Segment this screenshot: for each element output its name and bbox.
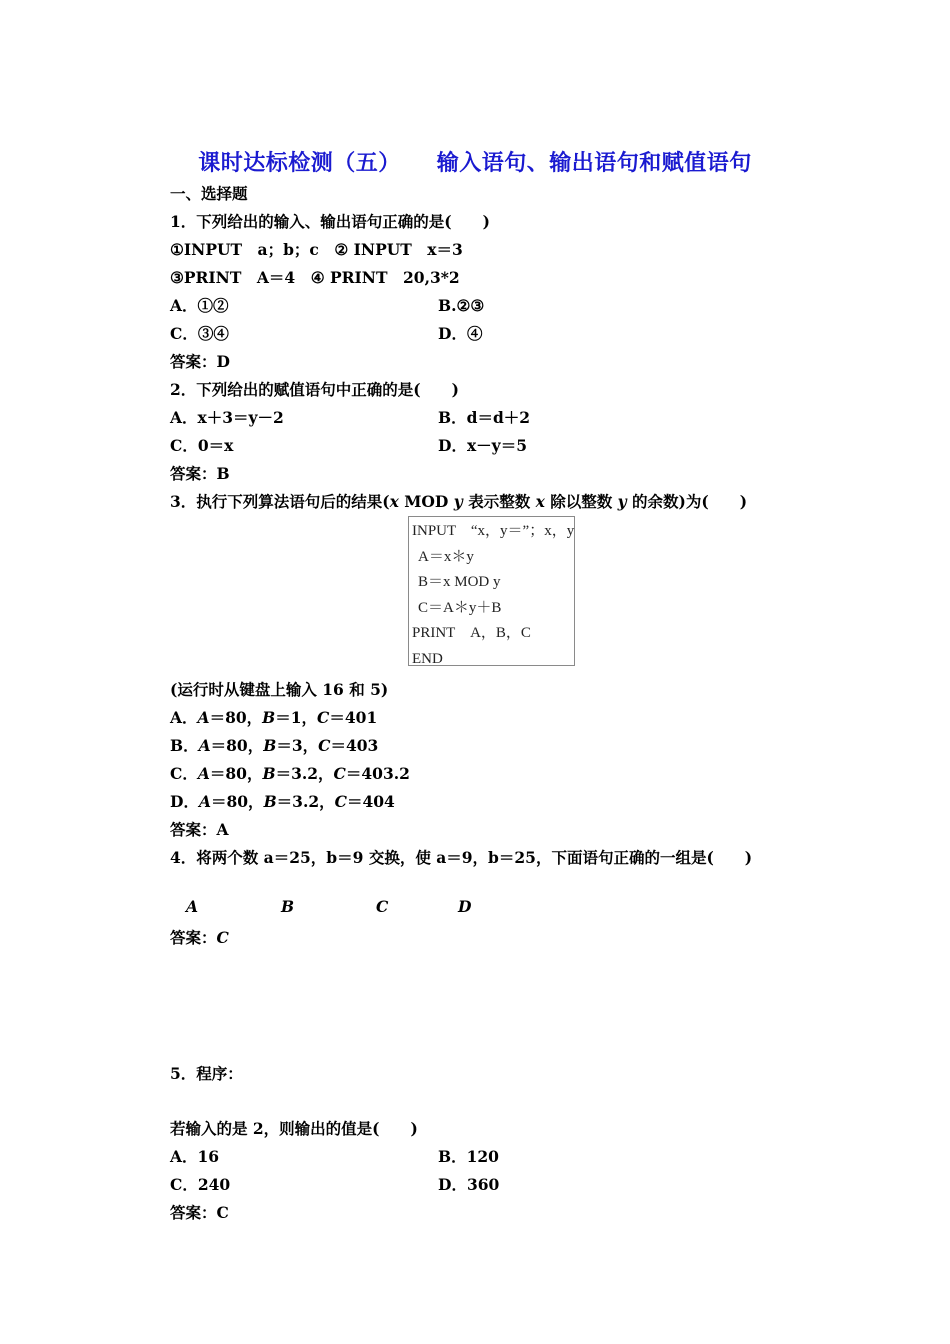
val-a: ＝80，	[209, 708, 263, 727]
code-line: PRINT A，B，C	[412, 625, 531, 642]
val-b: ＝1，	[275, 708, 318, 727]
q1-statement-2: ② INPUT x＝3	[334, 240, 463, 259]
q3-note: (运行时从键盘上输入 16 和 5)	[170, 680, 389, 699]
q1-statement-1: ①INPUT a；b；c	[170, 240, 319, 259]
q3-stem	[170, 492, 747, 512]
var-c: C	[318, 736, 331, 755]
option-label: D．	[170, 792, 199, 811]
q3-stem-pre: 3．执行下列算法语句后的结果(	[170, 492, 390, 511]
q4-choice-a: A	[186, 897, 199, 916]
q1-statements-row1	[170, 240, 463, 260]
var-b: B	[263, 736, 277, 755]
var-c: C	[334, 792, 347, 811]
code-line: A＝x＊y	[418, 548, 474, 565]
val-c: ＝403.2	[345, 764, 410, 783]
q1-option-c: C．③④	[170, 324, 229, 343]
q3-answer: 答案：A	[170, 820, 229, 839]
code-line: C＝A＊y＋B	[418, 599, 502, 616]
q2-option-d: D．x－y＝5	[438, 436, 527, 455]
q3-stem-post: 的余数)为( )	[626, 492, 748, 511]
q4-choice-b: B	[281, 897, 295, 916]
val-a: ＝80，	[210, 736, 264, 755]
option-label: C．	[170, 764, 198, 783]
q4-answer-value: C	[216, 928, 229, 947]
q5-stem: 5．程序：	[170, 1064, 243, 1083]
q5-answer: 答案：C	[170, 1203, 229, 1222]
q3-option-a	[170, 708, 377, 728]
q1-option-a: A．①②	[170, 296, 229, 315]
q2-stem: 2．下列给出的赋值语句中正确的是( )	[170, 380, 459, 399]
page-title	[0, 146, 950, 177]
title-part1: 课时达标检测（五）	[198, 151, 401, 176]
q3-mod: MOD	[398, 492, 454, 511]
var-a: A	[197, 764, 210, 783]
q3-var-x: x	[389, 492, 399, 511]
val-b: ＝3.2，	[275, 764, 334, 783]
q2-option-c: C．0＝x	[170, 436, 234, 455]
q4-answer	[170, 928, 229, 948]
q1-option-b: B.②③	[438, 296, 485, 315]
q5-option-c: C．240	[170, 1175, 231, 1194]
var-a: A	[197, 708, 210, 727]
q1-option-d: D．④	[438, 324, 483, 343]
q4-choice-d: D	[458, 897, 472, 916]
var-c: C	[333, 764, 346, 783]
val-b: ＝3.2，	[276, 792, 335, 811]
code-line: INPUT “x，y＝”；x，y	[412, 523, 575, 539]
q4-choice-c: C	[376, 897, 389, 916]
val-c: ＝401	[329, 708, 378, 727]
q4-answer-prefix: 答案：	[170, 928, 217, 947]
title-part2: 输入语句、输出语句和赋值语句	[436, 151, 752, 176]
q1-answer: 答案：D	[170, 352, 230, 371]
q2-option-a: A．x＋3＝y－2	[170, 408, 284, 427]
var-b: B	[262, 764, 276, 783]
option-label: B．	[170, 736, 199, 755]
q1-statement-3: ③PRINT A＝4	[170, 268, 296, 287]
code-line: B＝x MOD y	[418, 574, 501, 591]
q3-var-y: y	[453, 492, 463, 511]
q3-var-y2: y	[617, 492, 627, 511]
q5-option-a: A．16	[170, 1147, 220, 1166]
q5-question: 若输入的是 2，则输出的值是( )	[170, 1119, 418, 1138]
val-a: ＝80，	[210, 792, 264, 811]
val-c: ＝404	[346, 792, 395, 811]
q3-stem-mid2: 除以整数	[544, 492, 618, 511]
q3-option-b	[170, 736, 378, 756]
q3-var-x2: x	[535, 492, 545, 511]
val-a: ＝80，	[209, 764, 263, 783]
val-b: ＝3，	[276, 736, 319, 755]
option-label: A．	[170, 708, 198, 727]
val-c: ＝403	[330, 736, 379, 755]
var-c: C	[317, 708, 330, 727]
var-a: A	[198, 736, 211, 755]
q3-code-box	[408, 516, 575, 666]
var-b: B	[262, 708, 276, 727]
section-heading: 一、选择题	[170, 184, 248, 203]
q5-option-d: D．360	[438, 1175, 500, 1194]
q2-option-b: B．d＝d＋2	[438, 408, 531, 427]
q1-stem: 1．下列给出的输入、输出语句正确的是( )	[170, 212, 490, 231]
code-line: END	[412, 650, 443, 667]
q1-statement-4: ④ PRINT 20,3*2	[310, 268, 460, 287]
q3-stem-mid: 表示整数	[462, 492, 536, 511]
q1-statements-row2	[170, 268, 460, 288]
var-b: B	[263, 792, 277, 811]
q2-answer: 答案：B	[170, 464, 230, 483]
q5-option-b: B．120	[438, 1147, 499, 1166]
var-a: A	[198, 792, 211, 811]
q4-stem: 4．将两个数 a＝25，b＝9 交换，使 a＝9，b＝25，下面语句正确的一组是( )	[170, 848, 753, 867]
q3-option-c	[170, 764, 410, 784]
q3-option-d	[170, 792, 395, 812]
